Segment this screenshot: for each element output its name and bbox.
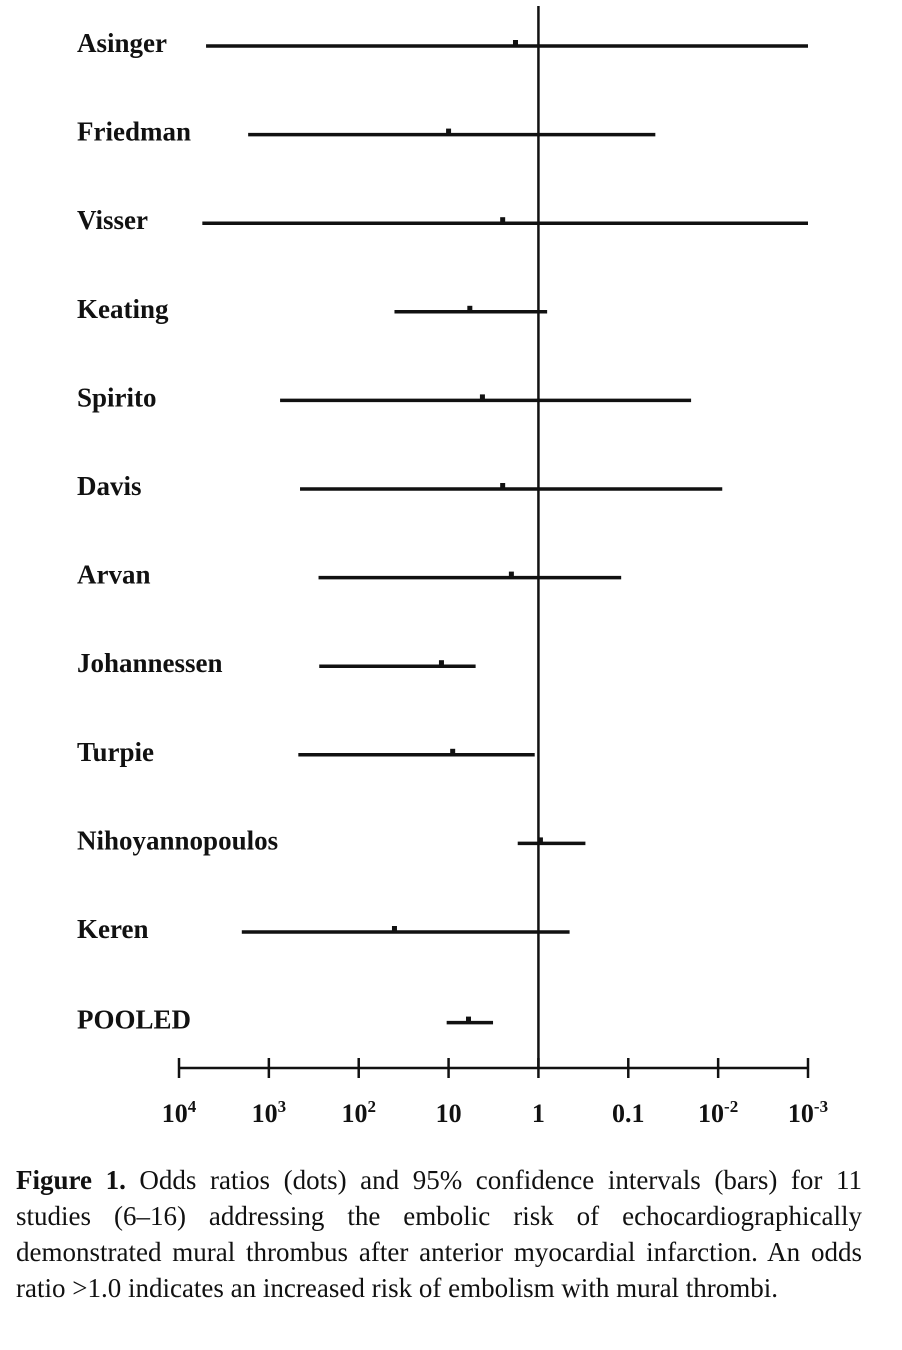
x-tick-label: 1 [531, 1099, 545, 1128]
odds-ratio-dot [439, 660, 444, 667]
odds-ratio-dot [467, 306, 472, 313]
odds-ratio-dot [538, 837, 543, 844]
study-label: Asinger [77, 28, 167, 58]
study-rows [77, 28, 808, 1035]
study-label: Arvan [77, 559, 151, 590]
odds-ratio-dot [500, 483, 505, 490]
study-label: Davis [77, 471, 142, 501]
caption-label: Figure 1. [16, 1165, 126, 1195]
study-label: Friedman [77, 116, 191, 147]
figure-caption [16, 1162, 862, 1306]
study-row [77, 1005, 493, 1035]
study-row [77, 382, 691, 412]
study-label: Nihoyannopoulos [77, 825, 279, 856]
odds-ratio-dot [392, 926, 397, 933]
study-row [77, 737, 535, 767]
study-row [77, 471, 722, 501]
study-label: Spirito [77, 382, 157, 413]
study-label: Visser [77, 205, 148, 236]
study-label: Turpie [77, 736, 155, 767]
odds-ratio-dot [446, 129, 451, 136]
x-axis [162, 1058, 828, 1128]
x-tick-label: $10^3$ [251, 1097, 287, 1128]
study-row [77, 648, 476, 678]
study-row [77, 205, 808, 235]
study-label: Keren [77, 914, 149, 944]
odds-ratio-dot [509, 572, 514, 579]
study-row [77, 914, 570, 944]
odds-ratio-dot [480, 394, 485, 401]
study-row [77, 117, 655, 147]
study-row [77, 28, 808, 58]
study-label: Keating [77, 293, 169, 324]
x-tick-label: $10^{-3}$ [787, 1097, 829, 1128]
caption-text: Odds ratios (dots) and 95% confidence intervals (bars) for 11 studies (6–16) addressing the embolic risk of echocardiographically demonstrated mural thrombus after anterior myocardial infarction. An odds ratio >1.0 indicates an increased risk of embolism with mural thrombi. [16, 1165, 862, 1303]
study-row [77, 294, 547, 324]
x-tick-label: 10 [435, 1099, 462, 1128]
odds-ratio-dot [466, 1017, 471, 1024]
x-tick-label: $10^2$ [341, 1097, 376, 1128]
study-row [77, 825, 585, 855]
x-tick-label: 0.1 [612, 1099, 645, 1128]
x-tick-label: $10^{-2}$ [698, 1097, 739, 1128]
odds-ratio-dot [513, 40, 518, 47]
x-tick-label: $10^4$ [161, 1097, 197, 1128]
study-label: POOLED [77, 1004, 192, 1035]
odds-ratio-dot [500, 217, 505, 224]
odds-ratio-dot [450, 749, 455, 756]
study-label: Johannessen [77, 648, 223, 679]
